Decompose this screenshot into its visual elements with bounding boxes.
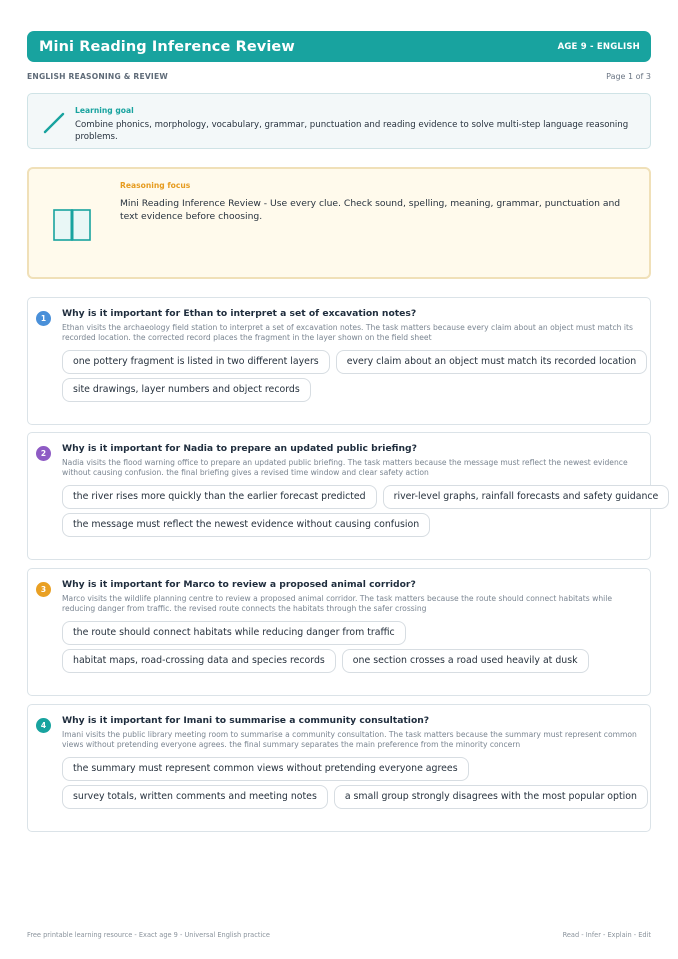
answer-options: [62, 350, 668, 406]
answer-option[interactable]: the route should connect habitats while reducing danger from traffic: [62, 621, 406, 645]
question-card: [27, 297, 651, 425]
answer-option[interactable]: river-level graphs, rainfall forecasts and safety guidance: [383, 485, 670, 509]
question-title: Why is it important for Marco to review a proposed animal corridor?: [62, 579, 416, 590]
title-banner: [27, 31, 651, 62]
question-number-badge: 1: [36, 311, 51, 326]
pencil-icon: [42, 111, 66, 135]
learning-goal-text: Combine phonics, morphology, vocabulary, grammar, punctuation and reading evidence to solve multi-step language reasoning problems.: [75, 120, 629, 142]
answer-option[interactable]: habitat maps, road-crossing data and species records: [62, 649, 336, 673]
question-context: Imani visits the public library meeting room to summarise a community consultation. The task matters because the summary must represent common views without pretending everyone agrees. the final summary separates the main preference from the minority concern: [62, 730, 637, 750]
question-title: Why is it important for Nadia to prepare an updated public briefing?: [62, 443, 417, 454]
question-context: Nadia visits the flood warning office to prepare an updated public briefing. The task matters because the message must reflect the newest evidence without causing confusion. the final briefing gives a revised time window and clear safety action: [62, 458, 628, 478]
learning-goal-label: Learning goal: [75, 106, 134, 115]
answer-option[interactable]: the summary must represent common views without pretending everyone agrees: [62, 757, 469, 781]
subheader: [27, 70, 651, 82]
question-number-badge: 2: [36, 446, 51, 461]
page-title: Mini Reading Inference Review: [39, 38, 295, 55]
footer-right-text: Read - Infer - Explain - Edit: [562, 931, 651, 939]
question-card: [27, 432, 659, 560]
question-title: Why is it important for Ethan to interpret a set of excavation notes?: [62, 308, 417, 319]
reasoning-focus-label: Reasoning focus: [120, 181, 191, 190]
question-number-badge: 4: [36, 718, 51, 733]
age-badge: AGE 9 - ENGLISH: [557, 41, 640, 52]
question-context: Marco visits the wildlife planning centre to review a proposed animal corridor. The task matters because the route should connect habitats while reducing danger from traffic. the revised route connects the habitats through the safer crossing: [62, 594, 613, 614]
reasoning-focus-box: [27, 167, 651, 279]
answer-options: [62, 621, 668, 677]
answer-option[interactable]: site drawings, layer numbers and object records: [62, 378, 311, 402]
question-title: Why is it important for Imani to summarise a community consultation?: [62, 715, 430, 726]
answer-options: [62, 757, 668, 813]
answer-option[interactable]: one section crosses a road used heavily at dusk: [342, 649, 589, 673]
answer-option[interactable]: every claim about an object must match its recorded location: [336, 350, 648, 374]
answer-option[interactable]: the river rises more quickly than the earlier forecast predicted: [62, 485, 377, 509]
question-card: [27, 704, 651, 832]
answer-option[interactable]: survey totals, written comments and meeting notes: [62, 785, 328, 809]
footer-left-text: Free printable learning resource - Exact age 9 - Universal English practice: [27, 931, 270, 939]
answer-option[interactable]: a small group strongly disagrees with the most popular option: [334, 785, 648, 809]
question-number-badge: 3: [36, 582, 51, 597]
learning-goal-box: [27, 93, 651, 149]
book-icon: [53, 209, 93, 241]
answer-options: [62, 485, 668, 541]
section-label: ENGLISH REASONING & REVIEW: [27, 71, 168, 81]
reasoning-focus-text: Mini Reading Inference Review - Use every clue. Check sound, spelling, meaning, grammar, punctuation and text evidence before choosing.: [120, 198, 621, 222]
question-card: [27, 568, 651, 696]
answer-option[interactable]: the message must reflect the newest evidence without causing confusion: [62, 513, 430, 537]
page-indicator: Page 1 of 3: [606, 71, 651, 81]
page-footer: [27, 931, 651, 939]
question-context: Ethan visits the archaeology field station to interpret a set of excavation notes. The task matters because every claim about an object must match its recorded location. the corrected record places the fragment in the layer shown on the field sheet: [62, 323, 633, 343]
answer-option[interactable]: one pottery fragment is listed in two different layers: [62, 350, 330, 374]
